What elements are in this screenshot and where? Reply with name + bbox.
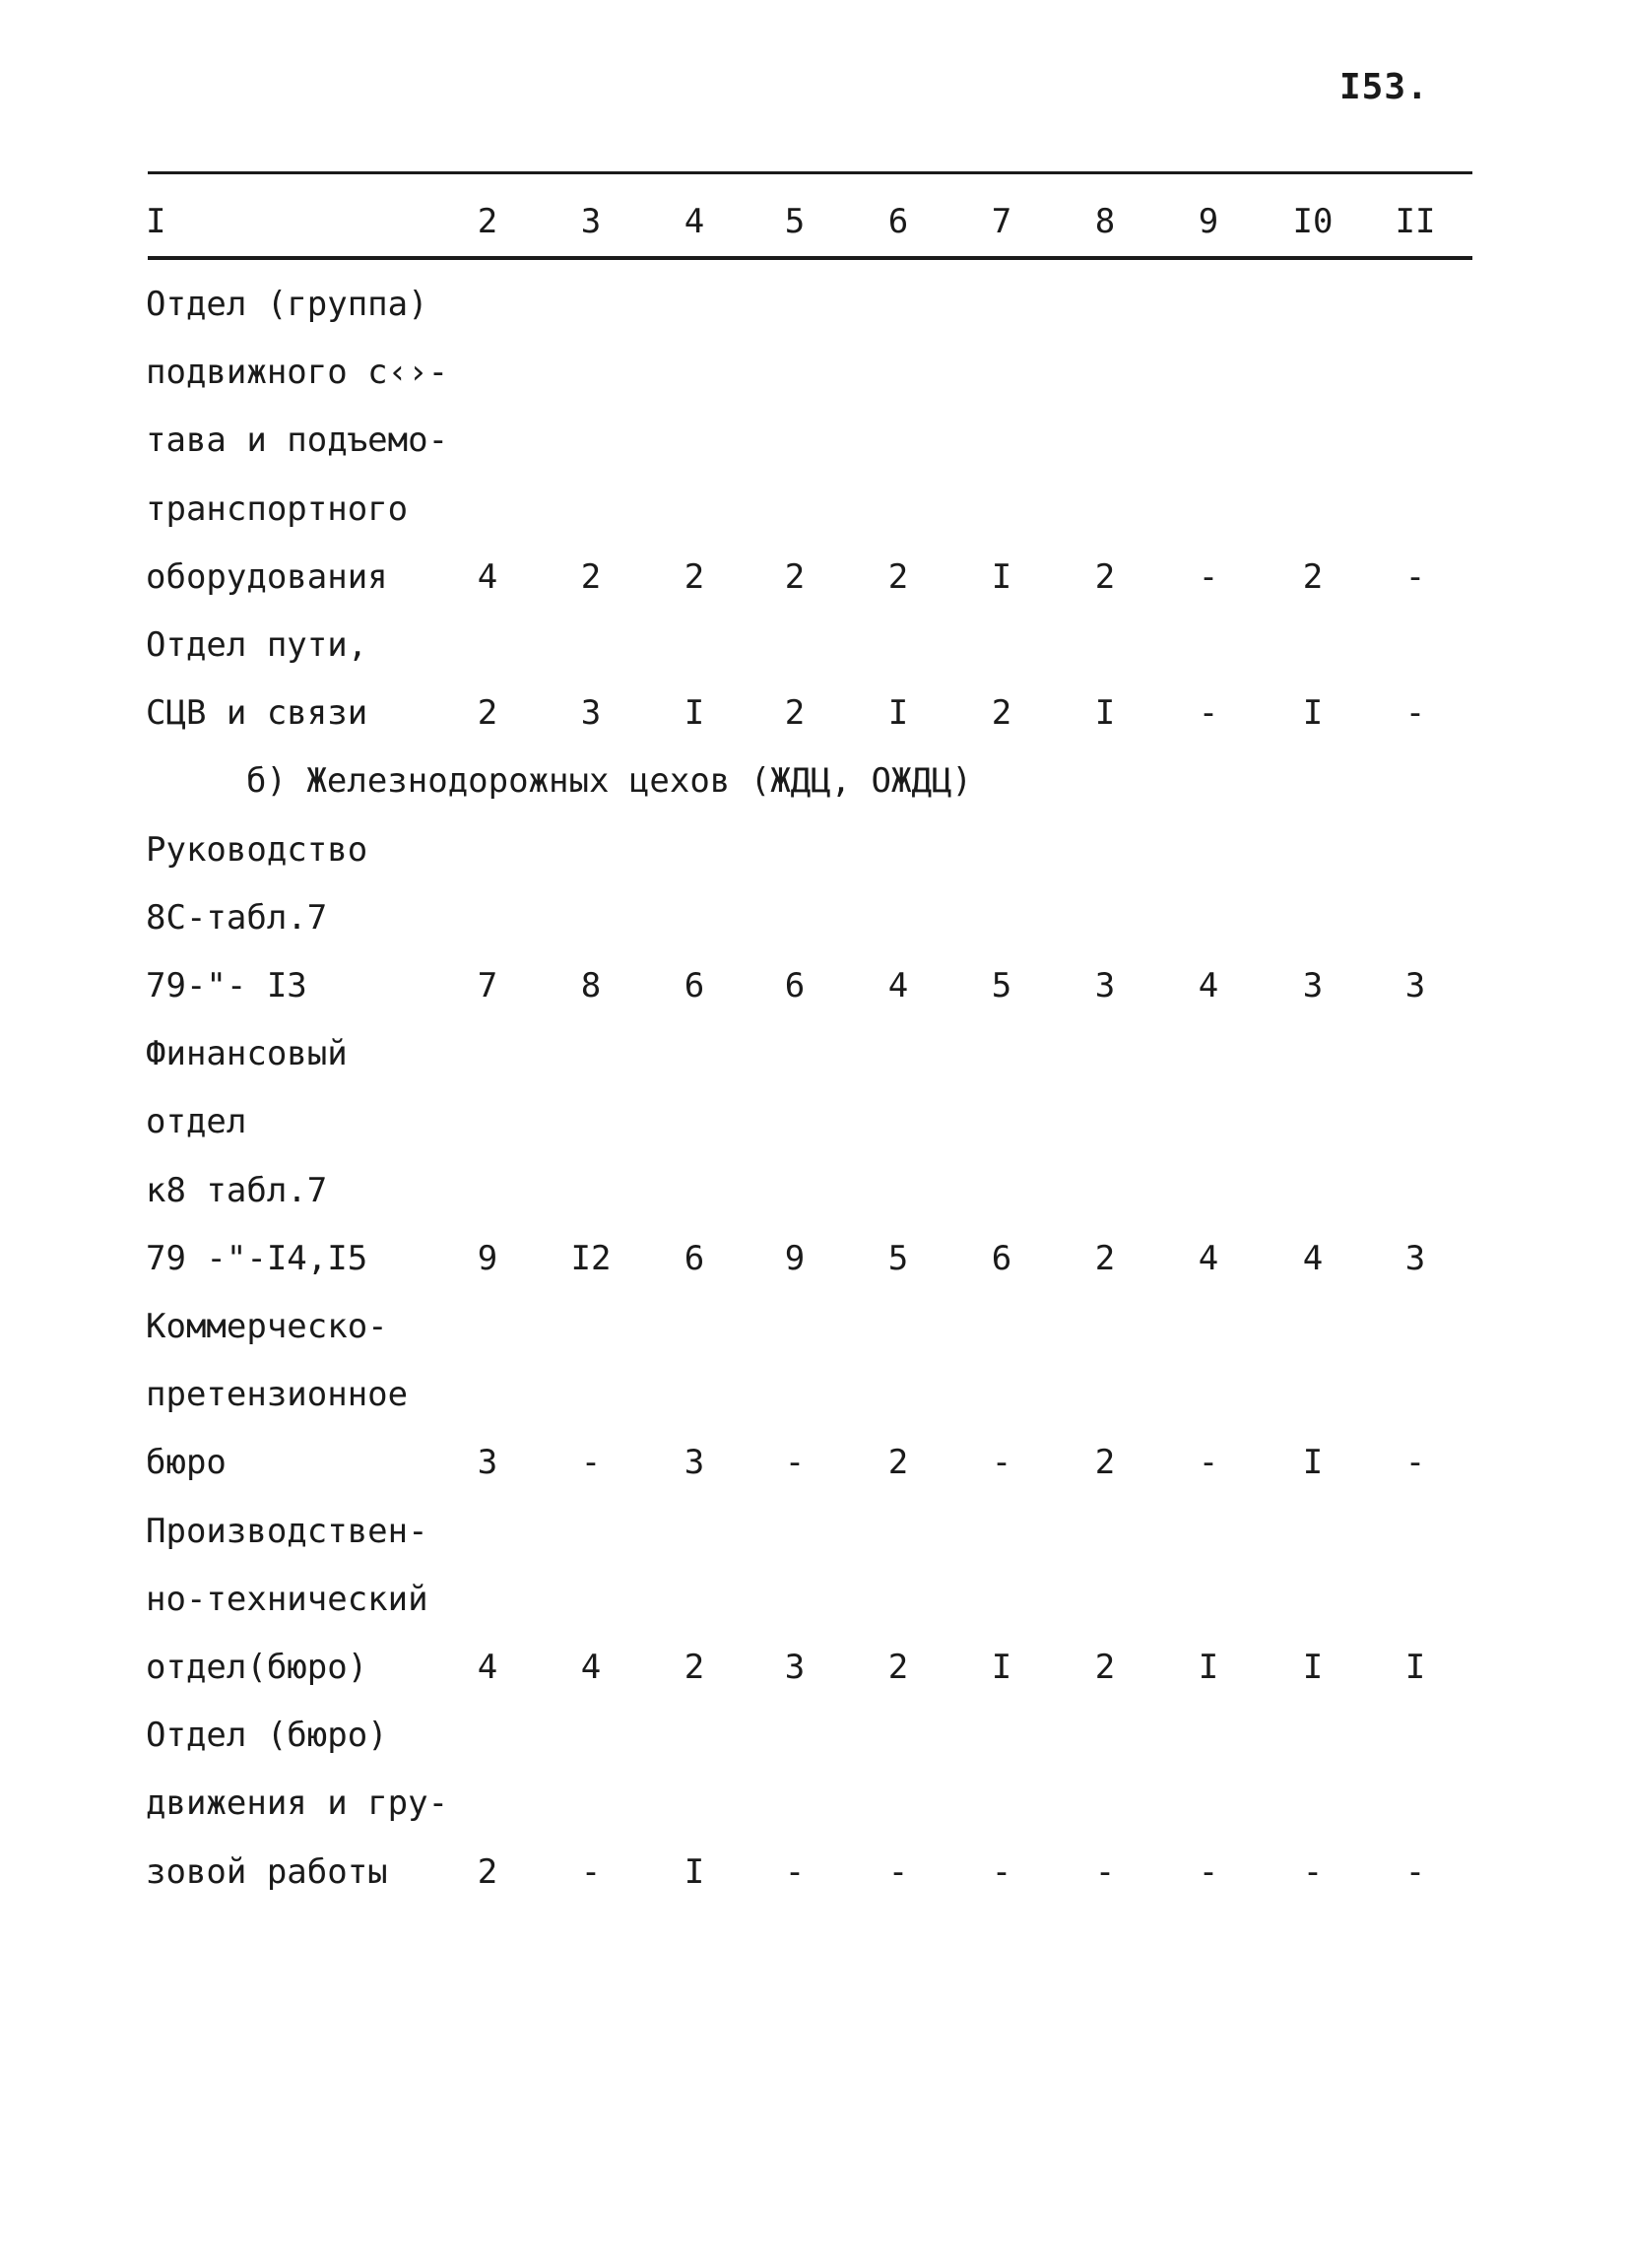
table-cell: 2 [991, 693, 1012, 734]
table-row [0, 1846, 1629, 1899]
row-label: 79 -"-I4,I5 [146, 1238, 368, 1278]
header-cell: 6 [887, 202, 909, 241]
table-cell: 2 [1094, 1238, 1116, 1278]
row-label: Отдел (бюро) [146, 1716, 388, 1756]
table-cell: - [580, 1443, 602, 1483]
table-cell: 3 [1404, 966, 1426, 1005]
table-cell: - [1404, 1443, 1426, 1483]
table-row [0, 1505, 1629, 1558]
row-label: претензионное [146, 1375, 409, 1415]
table-cell: I2 [570, 1238, 612, 1278]
row-label: Коммерческо- [146, 1307, 388, 1346]
table-cell: - [1198, 1443, 1219, 1483]
table-cell: 4 [580, 1648, 602, 1687]
table-cell: I [1198, 1648, 1219, 1687]
row-label: бюро [146, 1443, 227, 1483]
table-row [0, 414, 1629, 467]
row-label: транспортного [146, 488, 409, 529]
table-cell: I [887, 693, 909, 734]
table-cell: I [1302, 1648, 1324, 1687]
header-cell: 2 [477, 202, 498, 241]
table-header-rule [148, 256, 1472, 260]
table-cell: 2 [1094, 556, 1116, 597]
header-cell: 8 [1094, 202, 1116, 241]
row-label: тава и подъемо- [146, 421, 449, 461]
table-cell: 5 [991, 966, 1012, 1005]
table-cell: 2 [887, 1443, 909, 1483]
table-cell: 6 [684, 966, 705, 1005]
table-row [0, 823, 1629, 876]
header-cell: II [1395, 202, 1436, 241]
table-cell: 2 [477, 693, 498, 734]
row-label: отдел [146, 1102, 247, 1142]
table-row [0, 1436, 1629, 1489]
header-cell: 3 [580, 202, 602, 241]
table-row [0, 1709, 1629, 1762]
table-cell: 2 [887, 556, 909, 597]
page-number: I53. [1339, 67, 1429, 107]
header-cell: 4 [684, 202, 705, 241]
table-cell: 2 [684, 1648, 705, 1687]
table-cell: 9 [784, 1238, 806, 1278]
table-cell: 3 [1094, 966, 1116, 1005]
table-cell: 4 [1198, 1238, 1219, 1278]
table-row [0, 1027, 1629, 1080]
table-cell: - [1404, 556, 1426, 597]
table-cell: 7 [477, 966, 498, 1005]
table-cell: 3 [684, 1443, 705, 1483]
row-label: Руководство [146, 829, 368, 870]
table-cell: - [1198, 556, 1219, 597]
header-cell: 9 [1198, 202, 1219, 241]
row-label: оборудования [146, 556, 388, 597]
table-cell: - [991, 1443, 1012, 1483]
table-cell: 2 [784, 556, 806, 597]
row-label: отдел(бюро) [146, 1648, 368, 1687]
table-row [0, 483, 1629, 536]
row-label: 79-"- I3 [146, 966, 307, 1005]
header-cell: I0 [1292, 202, 1334, 241]
table-cell: 8 [580, 966, 602, 1005]
table-header-row [0, 195, 1629, 248]
table-cell: - [1404, 693, 1426, 734]
table-row [0, 1232, 1629, 1285]
table-cell: - [991, 1851, 1012, 1892]
table-cell: 2 [684, 556, 705, 597]
table-cell: I [1302, 693, 1324, 734]
table-cell: 3 [1302, 966, 1324, 1005]
row-label: Финансовый [146, 1034, 348, 1074]
row-label: 8С-табл.7 [146, 897, 328, 938]
table-row [0, 618, 1629, 672]
table-cell: I [684, 1851, 705, 1892]
table-row [0, 551, 1629, 604]
table-row [0, 1164, 1629, 1217]
table-cell: - [1198, 1851, 1219, 1892]
table-cell: I [1094, 693, 1116, 734]
row-label: движения и гру- [146, 1783, 449, 1824]
row-label: Отдел (группа) [146, 285, 428, 324]
table-cell: I [1302, 1443, 1324, 1483]
row-label: зовой работы [146, 1851, 388, 1892]
row-label: но-технический [146, 1579, 428, 1619]
row-label: Отдел пути, [146, 625, 368, 665]
table-cell: 4 [1198, 966, 1219, 1005]
table-cell: 2 [580, 556, 602, 597]
row-label: к8 табл.7 [146, 1170, 328, 1210]
table-cell: 6 [684, 1238, 705, 1278]
table-row [0, 1641, 1629, 1694]
table-row [0, 1573, 1629, 1626]
table-cell: 3 [477, 1443, 498, 1483]
table-cell: 3 [784, 1648, 806, 1687]
table-cell: - [580, 1851, 602, 1892]
table-cell: 4 [887, 966, 909, 1005]
table-cell: 9 [477, 1238, 498, 1278]
table-cell: - [784, 1851, 806, 1892]
table-cell: - [1302, 1851, 1324, 1892]
table-cell: 6 [784, 966, 806, 1005]
table-cell: 2 [1094, 1443, 1116, 1483]
table-cell: - [784, 1443, 806, 1483]
table-cell: 4 [477, 556, 498, 597]
table-cell: 3 [1404, 1238, 1426, 1278]
table-cell: - [1404, 1851, 1426, 1892]
row-label: СЦВ и связи [146, 693, 368, 734]
table-cell: 6 [991, 1238, 1012, 1278]
table-cell: I [1404, 1648, 1426, 1687]
table-cell: 2 [1302, 556, 1324, 597]
row-label: Производствен- [146, 1511, 428, 1551]
table-cell: 2 [477, 1851, 498, 1892]
table-cell: - [1198, 693, 1219, 734]
table-row [0, 1095, 1629, 1148]
table-row [0, 1777, 1629, 1830]
table-cell: 4 [1302, 1238, 1324, 1278]
table-row [0, 891, 1629, 944]
table-cell: 2 [887, 1648, 909, 1687]
header-cell: 7 [991, 202, 1012, 241]
table-row [0, 1300, 1629, 1353]
table-cell: I [991, 1648, 1012, 1687]
table-row [0, 959, 1629, 1012]
table-row [0, 1368, 1629, 1421]
table-cell: 2 [1094, 1648, 1116, 1687]
table-cell: 4 [477, 1648, 498, 1687]
table-row [0, 278, 1629, 331]
table-cell: 3 [580, 693, 602, 734]
table-cell: 2 [784, 693, 806, 734]
header-cell: 5 [784, 202, 806, 241]
table-top-rule [148, 171, 1472, 174]
table-cell: I [684, 693, 705, 734]
section-subheading: б) Железнодорожных цехов (ЖДЦ, ОЖДЦ) [246, 761, 972, 802]
table-cell: - [887, 1851, 909, 1892]
table-row [0, 686, 1629, 740]
table-cell: I [991, 556, 1012, 597]
row-label: подвижного с‹›- [146, 353, 449, 393]
table-cell: - [1094, 1851, 1116, 1892]
table-row [0, 346, 1629, 399]
table-cell: 5 [887, 1238, 909, 1278]
header-cell: I [146, 202, 166, 241]
